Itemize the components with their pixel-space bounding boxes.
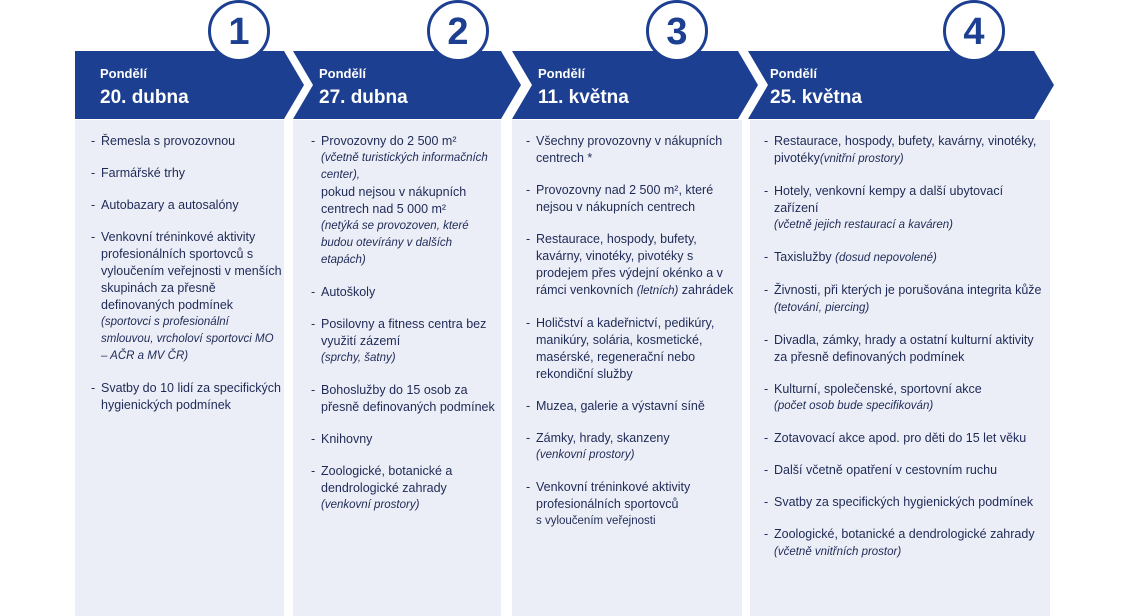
list-item: - Zoologické, botanické a dendrologické zahrady (venkovní prostory) xyxy=(311,463,499,514)
list-item: - Venkovní tréninkové aktivity profesionálních sportovců s vyloučením veřejnosti v menších skupinách za přesně definovaných podmínek (sportovci s profesionální smlouvou, vrcholoví sportovci MO – AČR a MV ČR) xyxy=(91,229,283,365)
list-item: - Taxislužby (dosud nepovolené) xyxy=(764,249,1048,267)
list-item: - Zoologické, botanické a dendrologické zahrady (včetně vnitřních prostor) xyxy=(764,526,1048,561)
phase-1-header xyxy=(100,67,189,109)
item-note: (tetování, piercing) xyxy=(774,302,870,314)
phase-3-list xyxy=(526,133,740,545)
list-item: - Restaurace, hospody, bufety, kavárny, vinotéky, pivotéky s prodejem přes výdejní okénko a v rámci venkovních (letních) zahrádek xyxy=(526,231,740,300)
item-note: (letních) xyxy=(636,285,679,297)
list-item: - Autobazary a autosalóny xyxy=(91,197,283,214)
list-item: - Muzea, galerie a výstavní síně xyxy=(526,398,740,415)
list-item: - Svatby za specifických hygienických podmínek xyxy=(764,494,1048,511)
list-item: - Posilovny a fitness centra bez využití zázemí (sprchy, šatny) xyxy=(311,316,499,367)
phase-1-day: Pondělí xyxy=(100,66,147,81)
phase-3-day: Pondělí xyxy=(538,66,585,81)
phase-4-date: 25. května xyxy=(770,87,862,108)
phase-4-list xyxy=(764,133,1048,576)
item-note: (dosud nepovolené) xyxy=(835,252,937,264)
item-note: (sportovci s profesionální smlouvou, vrcholoví sportovci MO – AČR a MV ČR) xyxy=(101,316,274,362)
list-item: - Autoškoly xyxy=(311,284,499,301)
list-item: - Hotely, venkovní kempy a další ubytovací zařízení (včetně jejich restaurací a kaváren) xyxy=(764,183,1048,234)
list-item: - Knihovny xyxy=(311,431,499,448)
phase-4-number-badge: 4 xyxy=(943,0,1005,62)
list-item: - Divadla, zámky, hrady a ostatní kulturní aktivity za přesně definovaných podmínek xyxy=(764,332,1048,366)
item-note: (včetně jejich restaurací a kaváren) xyxy=(774,219,953,231)
phase-1-date: 20. dubna xyxy=(100,87,189,108)
item-note: (venkovní prostory) xyxy=(321,499,420,511)
list-item: - Všechny provozovny v nákupních centrech * xyxy=(526,133,740,167)
list-item: - Farmářské trhy xyxy=(91,165,283,182)
list-item: - Živnosti, při kterých je porušována integrita kůže (tetování, piercing) xyxy=(764,282,1048,317)
list-item: - Kulturní, společenské, sportovní akce (počet osob bude specifikován) xyxy=(764,381,1048,415)
list-item: - Další včetně opatření v cestovním ruchu xyxy=(764,462,1048,479)
phase-2-number-badge: 2 xyxy=(427,0,489,62)
list-item: - Venkovní tréninkové aktivity profesionálních sportovců s vyloučením veřejnosti xyxy=(526,479,740,530)
item-note: (počet osob bude specifikován) xyxy=(774,400,934,412)
list-item: - Zotavovací akce apod. pro děti do 15 let věku xyxy=(764,430,1048,447)
phase-3-number-badge: 3 xyxy=(646,0,708,62)
list-item: - Bohoslužby do 15 osob za přesně definovaných podmínek xyxy=(311,382,499,416)
phase-4-header xyxy=(770,67,862,109)
item-note: (sprchy, šatny) xyxy=(321,352,396,364)
phase-2-day: Pondělí xyxy=(319,66,366,81)
item-note: (vnitřní prostory) xyxy=(819,153,904,165)
phase-1-list xyxy=(91,133,283,429)
phase-2-header xyxy=(319,67,408,109)
item-note: (netýká se provozoven, které budou otevírány v dalších etapách) xyxy=(321,220,469,266)
item-note: (včetně turistických informačních center), xyxy=(321,152,488,181)
list-item: - Provozovny do 2 500 m² (včetně turistických informačních center), pokud nejsou v nákupních centrech nad 5 000 m² (netýká se provozoven, které budou otevírány v dalších etapách) xyxy=(311,133,499,269)
phase-4-day: Pondělí xyxy=(770,66,817,81)
item-note: (venkovní prostory) xyxy=(536,449,635,461)
item-note: (včetně vnitřních prostor) xyxy=(774,546,902,558)
phase-3-header xyxy=(538,67,629,109)
list-item: - Zámky, hrady, skanzeny (venkovní prostory) xyxy=(526,430,740,464)
list-item: - Řemesla s provozovnou xyxy=(91,133,283,150)
phase-2-date: 27. dubna xyxy=(319,87,408,108)
list-item: - Provozovny nad 2 500 m², které nejsou v nákupních centrech xyxy=(526,182,740,216)
phase-1-number-badge: 1 xyxy=(208,0,270,62)
item-small-text: s vyloučením veřejnosti xyxy=(536,515,656,527)
list-item: - Restaurace, hospody, bufety, kavárny, vinotéky, pivotéky(vnitřní prostory) xyxy=(764,133,1048,168)
list-item: - Holičství a kadeřnictví, pedikúry, manikúry, solária, kosmetické, masérské, regenerační nebo rekondiční služby xyxy=(526,315,740,383)
phase-2-list xyxy=(311,133,499,529)
list-item: - Svatby do 10 lidí za specifických hygienických podmínek xyxy=(91,380,283,414)
phase-3-date: 11. května xyxy=(538,87,629,108)
